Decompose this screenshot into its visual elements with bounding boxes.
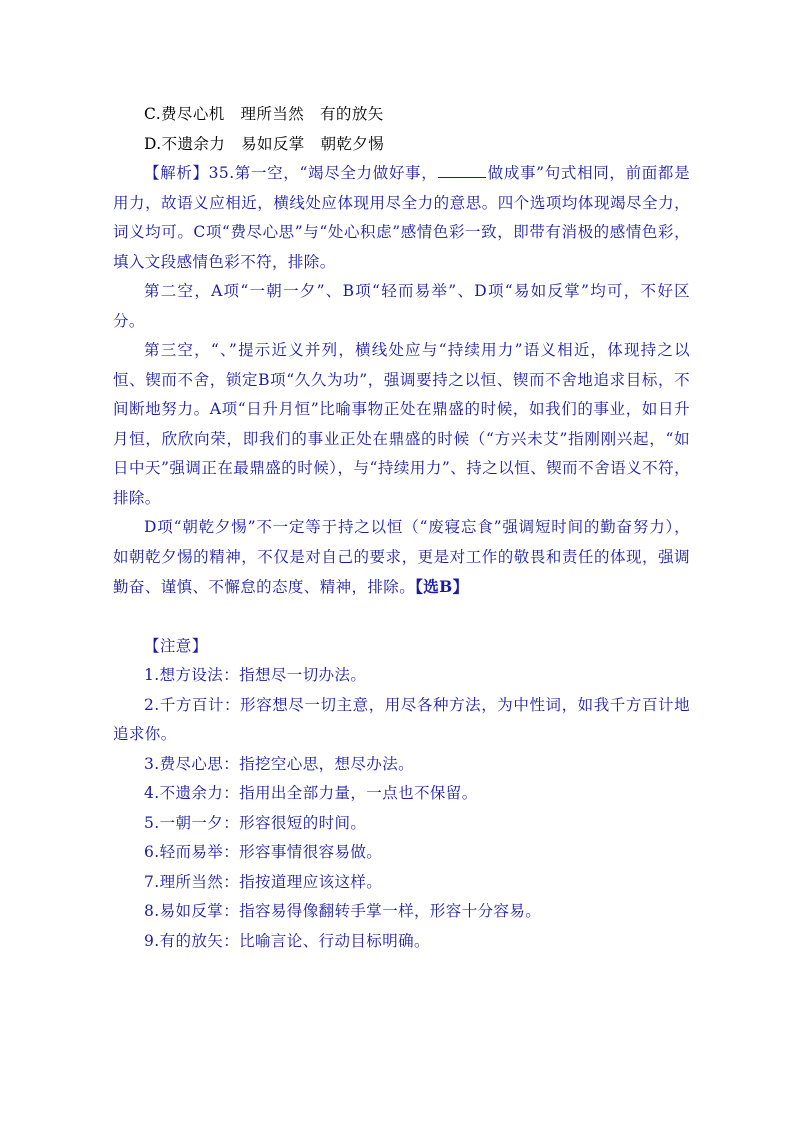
document-content xyxy=(113,100,690,956)
notes-item-2: 2.千方百计：形容想尽一切主意，用尽各种方法，为中性词，如我千方百计地追求你。 xyxy=(113,695,690,743)
analysis-paragraph-1 xyxy=(113,159,690,277)
analysis-paragraph-2: 第二空，A项“一朝一夕”、B项“轻而易举”、D项“易如反掌”均可，不好区分。 xyxy=(113,282,690,330)
option-c: C.费尽心机 理所当然 有的放矢 xyxy=(144,105,384,123)
analysis-label: 【解析】 xyxy=(144,164,209,182)
notes-item-9: 9.有的放矢：比喻言论、行动目标明确。 xyxy=(144,931,430,950)
analysis-p4-text: D项“朝乾夕惕”不一定等于持之以恒（“废寝忘食”强调短时间的勤奋努力），如朝乾夕惕的精神，不仅是对自己的要求，更是对工作的敬畏和责任的体现，强调勤奋、谨慎、不懈怠的态度、精神，排除。 xyxy=(113,518,690,596)
notes-item-1: 1.想方设法：指想尽一切办法。 xyxy=(144,666,367,684)
fill-in-blank xyxy=(438,163,486,178)
notes-item-8: 8.易如反掌：指容易得像翻转手掌一样，形容十分容易。 xyxy=(144,902,542,920)
option-d: D.不遗余力 易如反掌 朝乾夕惕 xyxy=(144,134,385,153)
analysis-p1-part-b: 做成事”句式相同，前面都是用力，故语义应相近，横线处应体现用尽全力的意思。四个选项均体现竭尽全力，词义均可。C项“费尽心思”与“处心积虑”感情色彩一致，即带有消极的感情色彩，填入文段感情色彩不符，排除。 xyxy=(113,164,690,271)
notes-item-3: 3.费尽心思：指挖空心思，想尽办法。 xyxy=(144,754,414,773)
section-gap xyxy=(113,603,690,632)
notes-item-7: 7.理所当然：指按道理应该这样。 xyxy=(144,872,383,891)
notes-item-6: 6.轻而易举：形容事情很容易做。 xyxy=(144,843,383,861)
notes-item-4: 4.不遗余力：指用出全部力量，一点也不保留。 xyxy=(144,784,478,802)
notes-title: 【注意】 xyxy=(144,636,208,655)
analysis-paragraph-3: 第三空，“、”提示近义并列，横线处应与“持续用力”语义相近，体现持之以恒、锲而不舍，锁定B项“久久为功”，强调要持之以恒、锲而不舍地追求目标，不间断地努力。A项“日升月恒”比喻事物正处在鼎盛的时候，如我们的事业，如日升月恒，欣欣向荣，即我们的事业正处在鼎盛的时候（“方兴未艾”指刚刚兴起，“如日中天”强调正在最鼎盛的时候），与“持续用力”、持之以恒、锲而不舍语义不符，排除。 xyxy=(113,341,690,507)
answer-label: 【选B】 xyxy=(415,577,469,596)
analysis-p1-part-a: 35.第一空，“竭尽全力做好事， xyxy=(208,164,438,182)
analysis-paragraph-4 xyxy=(113,513,690,603)
notes-item-5: 5.一朝一夕：形容很短的时间。 xyxy=(144,813,367,832)
